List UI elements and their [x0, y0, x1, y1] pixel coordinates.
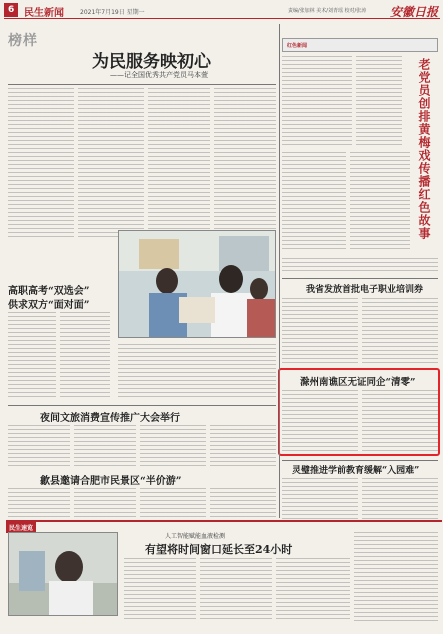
column-logo: 榜样: [8, 33, 38, 49]
window-text-col-2: [200, 558, 272, 620]
exam-text-col-1: [8, 312, 56, 400]
culture-text-col-1: [8, 425, 70, 467]
section-name: 民生新闻: [24, 8, 64, 19]
bottom-rule: [6, 520, 442, 522]
tour-text-col-1: [8, 488, 70, 518]
opera-text-col-1: [282, 152, 346, 252]
right-top-banner-title: 红色新闻: [287, 43, 308, 49]
lead-headline: 为民服务映初心: [92, 52, 211, 72]
exam-headline-1: 高职高考“双选会”: [8, 286, 90, 297]
culture-divider: [8, 405, 276, 406]
right-top-text-col-2: [356, 56, 402, 148]
opera-headline: 老党员创排黄梅戏传播红色故事: [417, 58, 431, 240]
lead-divider: [8, 84, 276, 85]
lead-text-col-2: [78, 88, 144, 238]
culture-text-col-4: [210, 425, 276, 467]
lingbi-text-col-2: [362, 478, 438, 520]
highlight-box: [278, 368, 440, 456]
bottom-section-label: 民生速览: [6, 522, 36, 533]
opera-text-col-2: [350, 152, 410, 252]
ebook-text-col-2: [362, 298, 438, 366]
exam-text-col-2: [60, 312, 110, 400]
window-headline: 有望将时间窗口延长至24小时: [145, 543, 293, 556]
bottom-photo: [8, 532, 118, 616]
tour-headline: 歙县邀请合肥市民景区“半价游”: [40, 476, 182, 487]
ebook-headline: 我省发放首批电子职业培训券: [306, 285, 424, 295]
culture-text-col-2: [74, 425, 136, 467]
page-number: 6: [4, 3, 18, 17]
lead-text-col-4: [214, 88, 276, 238]
masthead: [4, 3, 440, 19]
lead-photo-illustration: [119, 231, 276, 338]
lead-text-continued: [118, 344, 276, 400]
tour-text-col-3: [140, 488, 206, 518]
editor-credits: 责编/张加林 美术/刘青瑶 校对/张涛: [288, 8, 367, 14]
bottom-photo-illustration: [9, 533, 118, 616]
window-text-col-1: [124, 558, 196, 620]
lingbi-text-col-1: [282, 478, 358, 520]
lead-subhead: ——记全国优秀共产党员马本萱: [110, 71, 208, 79]
right-top-banner: [282, 38, 438, 52]
window-kicker: 人工智能赋能血液检测: [165, 533, 226, 540]
lingbi-divider: [282, 460, 438, 461]
issue-date: 2021年7月19日 星期一: [80, 9, 145, 16]
chuzhou-headline: 滁州南谯区无证同企“清零”: [300, 377, 416, 388]
paper-logo: 安徽日报: [389, 5, 438, 19]
right-top-text-col-1: [282, 56, 352, 148]
tour-text-col-2: [74, 488, 136, 518]
opera-text-bottom: [282, 258, 438, 274]
ebook-divider: [282, 278, 438, 279]
lingbi-text-col-3: [354, 532, 438, 622]
culture-headline: 夜间文旅消费宣传推广大会举行: [40, 413, 180, 424]
column-rule: [279, 24, 280, 518]
lead-photo: [118, 230, 276, 338]
lead-text-col-1: [8, 88, 74, 238]
tour-text-col-4: [210, 488, 276, 518]
ebook-text-col-1: [282, 298, 358, 366]
lead-text-col-3: [148, 88, 210, 238]
culture-text-col-3: [140, 425, 206, 467]
exam-headline-2: 供求双方“面对面”: [8, 300, 90, 311]
window-text-col-3: [276, 558, 350, 620]
lingbi-headline: 灵璧推进学前教育缓解“入园难”: [292, 466, 420, 476]
